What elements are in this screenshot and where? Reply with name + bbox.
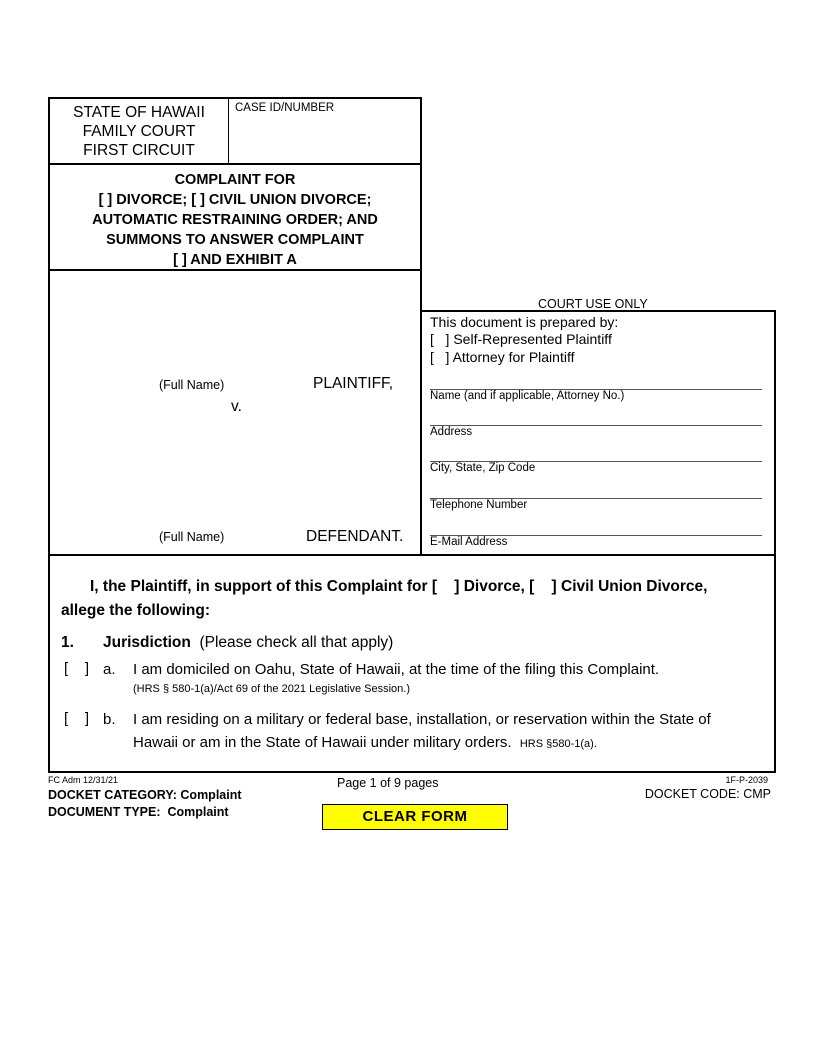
defendant-name-field[interactable]	[60, 504, 310, 528]
email-field-label: E-Mail Address	[430, 536, 508, 548]
docket-code: DOCKET CODE: CMP	[644, 787, 771, 801]
docket-category: DOCKET CATEGORY: Complaint	[48, 788, 242, 802]
versus-label: v.	[231, 398, 242, 415]
telephone-field-label: Telephone Number	[430, 499, 528, 511]
title-line-3: AUTOMATIC RESTRAINING ORDER; AND	[92, 212, 378, 228]
court-state: STATE OF HAWAII	[73, 104, 205, 121]
city-state-zip-field[interactable]	[430, 441, 762, 461]
page-number: Page 1 of 9 pages	[337, 776, 439, 790]
title-line-5: [ ] AND EXHIBIT A	[173, 252, 297, 268]
case-id-label: CASE ID/NUMBER	[235, 102, 335, 114]
telephone-field[interactable]	[430, 478, 762, 498]
court-title-divider	[48, 163, 422, 165]
title-line-2: [ ] DIVORCE; [ ] CIVIL UNION DIVORCE;	[98, 192, 372, 208]
court-type: FAMILY COURT	[82, 123, 196, 140]
item-b-citation: HRS §580-1(a).	[519, 738, 597, 750]
item-b-text-line-1: I am residing on a military or federal base, installation, or reservation within the State of	[133, 711, 711, 728]
intro-divorce-checkbox[interactable]	[447, 576, 481, 596]
court-name	[50, 103, 228, 160]
attorney-option[interactable]: [ ] Attorney for Plaintiff	[430, 349, 575, 365]
prepared-by-label: This document is prepared by:	[430, 314, 619, 330]
city-field-label: City, State, Zip Code	[430, 462, 536, 474]
item-a-citation: (HRS § 580-1(a)/Act 69 of the 2021 Legislative Session.)	[133, 683, 410, 695]
section-heading	[61, 634, 393, 652]
document-type: DOCUMENT TYPE: Complaint	[48, 805, 229, 819]
address-line	[430, 425, 762, 426]
section-title: Jurisdiction	[103, 634, 191, 651]
section-note: (Please check all that apply)	[199, 634, 394, 651]
item-b-text-line-2-main: Hawaii or am in the State of Hawaii under military orders.	[133, 734, 512, 751]
plaintiff-name-field[interactable]	[60, 350, 310, 374]
address-field[interactable]	[430, 405, 762, 425]
item-b-checkbox[interactable]: [ ]	[64, 710, 90, 727]
title-line-4: SUMMONS TO ANSWER COMPLAINT	[106, 232, 364, 248]
divorce-checkbox[interactable]	[58, 188, 88, 206]
intro-line-2: allege the following:	[61, 602, 210, 619]
title-line-1: COMPLAINT FOR	[174, 172, 296, 188]
caption-left-box	[48, 97, 422, 556]
item-a-checkbox[interactable]: [ ]	[64, 660, 90, 677]
self-represented-option[interactable]: [ ] Self-Represented Plaintiff	[430, 331, 612, 347]
name-field-label: Name (and if applicable, Attorney No.)	[430, 390, 625, 402]
name-field[interactable]	[430, 368, 762, 388]
case-id-field[interactable]	[232, 118, 418, 160]
defendant-full-name-label: (Full Name)	[159, 530, 225, 544]
civil-union-checkbox[interactable]	[206, 188, 236, 206]
form-number: 1F-P-2039	[725, 775, 768, 785]
intro-civil-union-checkbox[interactable]	[548, 576, 582, 596]
item-a-text: I am domiciled on Oahu, State of Hawaii, at the time of the filing this Complaint.	[133, 661, 660, 678]
defendant-label: DEFENDANT.	[306, 528, 404, 545]
plaintiff-full-name-label: (Full Name)	[159, 378, 225, 392]
exhibit-a-checkbox[interactable]	[148, 247, 178, 265]
section-number: 1.	[61, 634, 74, 651]
court-circuit: FIRST CIRCUIT	[83, 142, 195, 159]
clear-form-button[interactable]: CLEAR FORM	[322, 804, 508, 830]
item-b-text-line-2	[133, 734, 597, 751]
address-field-label: Address	[430, 426, 473, 438]
plaintiff-label: PLAINTIFF,	[313, 375, 394, 392]
document-title	[48, 170, 422, 270]
email-field[interactable]	[430, 515, 762, 535]
form-date: FC Adm 12/31/21	[48, 775, 119, 785]
court-divider-vertical	[228, 97, 229, 164]
item-b-letter: b.	[103, 711, 116, 728]
intro-line-1: I, the Plaintiff, in support of this Complaint for [ ] Divorce, [ ] Civil Union Divorce,	[90, 578, 708, 595]
court-use-heading: COURT USE ONLY	[538, 297, 648, 311]
item-a-letter: a.	[103, 661, 116, 678]
